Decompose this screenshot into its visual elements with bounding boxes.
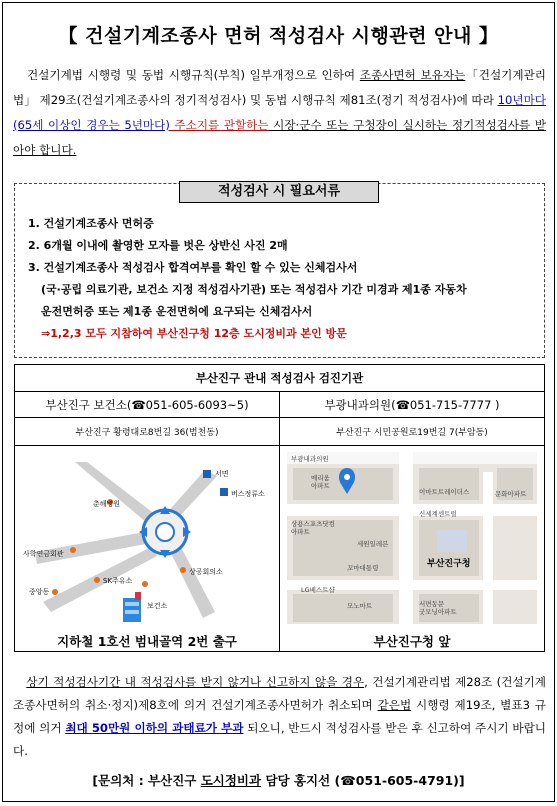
clinic-table: [14, 364, 545, 652]
intro-text-2: 「건설기계관리법」 제29조(건설기계조종사의 정기적성검사) 및 동법 시행규칙 제81조(정기 적성검사)에 따라: [13, 68, 546, 107]
closing-text-2: , 건설기계관리법 제28조 (건설기계조종사면허의 취소·정지)제8호에 의거 건설기계조종사면허가 취소되며: [13, 675, 546, 712]
closing-paragraph: [13, 671, 546, 763]
closing-text-1: 상기 적성검사기간 내 적성검사를 받지 않거나 신고하지 않을 경우: [26, 675, 365, 689]
contact-prefix: [문의처 : 부산진구: [92, 773, 201, 788]
right-map-cell: [280, 446, 545, 652]
map-label-apartment-2: 아파트: [291, 528, 310, 536]
map-label-merium: 메리움: [311, 474, 330, 482]
intro-period: 10년마다(65세 이상인 경우는 5년마다): [13, 93, 546, 132]
district-office-map: [287, 452, 537, 624]
map-label-emart: 이마트트레이더스: [419, 488, 470, 496]
requirement-visit-note: ⇒1,2,3 모두 지참하여 부산진구청 12층 도시정비과 본인 방문: [41, 327, 347, 340]
clinic-table-header: 부산진구 관내 적성검사 검진기관: [15, 365, 545, 392]
requirements-list: [28, 213, 538, 345]
closing-penalty: 최대 50만원 이하의 과태료가 부과: [65, 721, 244, 735]
intro-text-1: 건설기계법 시행령 및 동법 시행규칙(부칙) 일부개정으로 인하여: [26, 68, 360, 82]
requirement-item-3-detail-a: (국·공립 의료기관, 보건소 지정 적성검사기관) 또는 적성검사 기간 미경과 제1종 자동차: [41, 283, 467, 296]
clinic-name-health-center: 부산진구 보건소(☎051-605-6093~5): [15, 392, 280, 418]
requirement-item-3: 3. 건설기계조종사 적성검사 합격여부를 확인 할 수 있는 신체검사서: [28, 261, 358, 274]
map-label-chamber: 상공회의소: [189, 568, 223, 576]
contact-department: 도시정비과: [200, 773, 262, 788]
intro-jurisdiction: 주소지를 관할하는: [169, 118, 269, 132]
closing-text-3: 같은법: [377, 698, 412, 712]
notice-page: [2, 2, 555, 802]
intro-text-3: 시장·군수 또는 구청장이 실시하는 정기적성검사를 받아야 합니다.: [13, 118, 547, 157]
requirement-item-2: 2. 6개월 이내에 촬영한 모자를 벗은 상반신 사진 2매: [28, 239, 288, 252]
page-title: 【 건설기계조종사 면허 적성검사 시행관련 안내 】: [58, 25, 499, 47]
map-label-mono-mart: 모노마트: [347, 602, 373, 610]
health-center-map: [15, 452, 279, 624]
map-label-jungang: 중앙동: [29, 588, 50, 596]
closing-text-4: 시행령 제19조, 별표3 규정에 의거: [13, 698, 546, 735]
left-map-cell: [15, 446, 280, 652]
contact-line: [3, 771, 554, 789]
map-label-sewon: 세원일레븐: [357, 540, 389, 548]
map-label-bugwang: 부광내과의원: [291, 455, 329, 463]
map-label-pension-hall: 사학연금회관: [23, 550, 64, 558]
map-label-little-president: 꼬마대통령: [347, 564, 379, 572]
clinic-name-bugwang: 부광내과의원(☎051-715-7777 ): [280, 392, 545, 418]
contact-suffix: 담당 홍지선 (☎051-605-4791)]: [261, 773, 465, 788]
requirements-heading: 적성검사 시 필요서류: [179, 181, 379, 203]
right-map-caption: 부산진구청 앞: [373, 634, 451, 649]
map-label-good-morning-apt: 굿모닝아파트: [419, 608, 457, 616]
clinic-address-health-center: 부산진구 황령대로8번길 36(범천동): [15, 418, 280, 446]
closing-text-6: 되오니, 반드시 적성검사를 받은 후 신고하여 주시기 바랍니다.: [13, 721, 546, 758]
map-label-lg-bestshop: LG베스트샵: [301, 586, 335, 594]
map-label-seomyeon-dongmun: 서면동문: [419, 600, 445, 608]
map-label-district-office: 부산진구청: [427, 559, 471, 569]
map-label-munhwa-apt: 문화아파트: [495, 490, 527, 498]
map-label-bus-stop: 버스정류소: [231, 490, 265, 498]
map-label-chunhae-hospital: 춘해병원: [93, 500, 121, 508]
map-label-seomyeon: 서면: [215, 470, 229, 478]
intro-underline-1: 조종사면허 보유자는: [359, 68, 466, 82]
requirement-item-3-detail-b: 운전면허증 또는 제1종 운전면허에 요구되는 신체검사서: [41, 305, 313, 318]
map-label-sk-station: SK주유소: [103, 577, 133, 585]
left-map-caption: 지하철 1호선 범내골역 2번 출구: [57, 634, 237, 649]
map-label-health-center: 보건소: [147, 602, 168, 610]
requirement-item-1: 1. 건설기계조종사 면허증: [28, 217, 154, 230]
map-label-sports: 상용스포츠닷컴: [291, 520, 335, 528]
clinic-address-bugwang: 부산진구 시민공원로19번길 7(부암동): [280, 418, 545, 446]
intro-paragraph: [13, 63, 546, 163]
map-label-shinsegae: 신세계센트럴: [419, 510, 457, 518]
map-label-apartment-1: 아파트: [311, 482, 330, 490]
